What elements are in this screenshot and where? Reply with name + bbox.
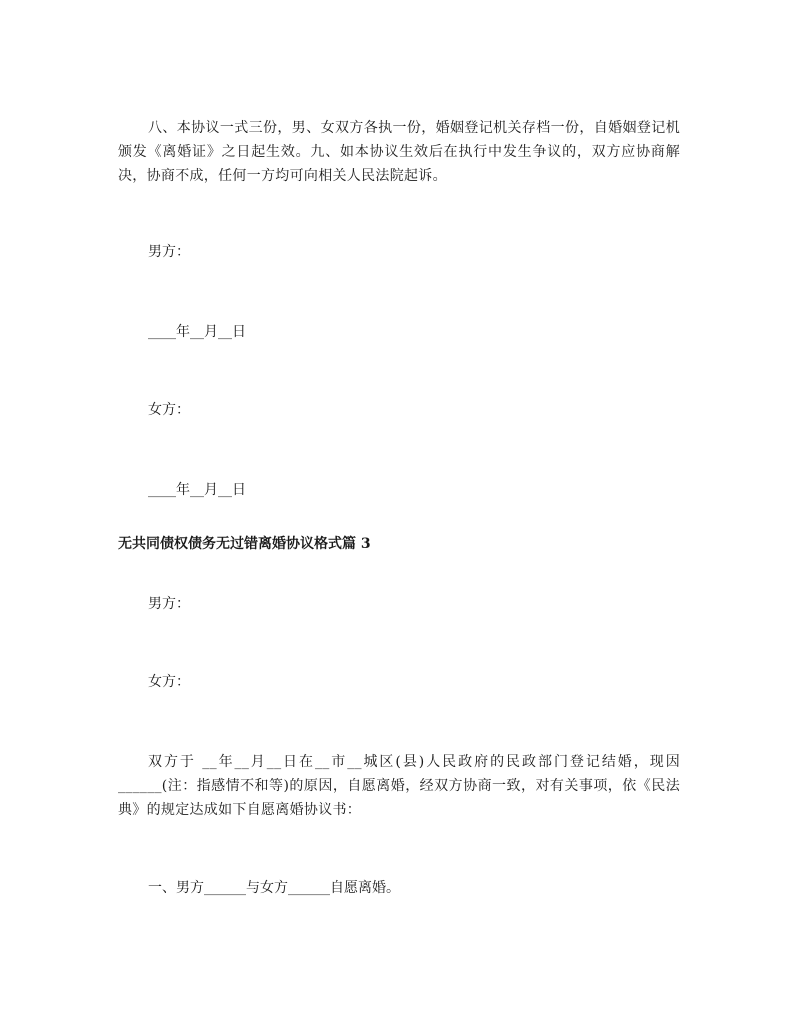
section-3-male-label: 男方： xyxy=(148,596,190,612)
male-signature-label: 男方： xyxy=(148,244,190,260)
clause-eight-nine-paragraph: 八、本协议一式三份，男、女双方各执一份，婚姻登记机关存档一份，自婚姻登记机颁发《离婚证》之日起生效。九、如本协议生效后在执行中发生争议的，双方应协商解决，协商不成，任何一方均可向相关人民法院起诉。 xyxy=(118,120,680,184)
section-3-title: 无共同债权债务无过错离婚协议格式篇 3 xyxy=(118,536,371,552)
male-signature-date: ____年__月__日 xyxy=(148,324,246,340)
section-3-clause-one: 一、男方______与女方______自愿离婚。 xyxy=(148,880,400,896)
section-3-intro-paragraph: 双方于 __年__月__日在__市__城区(县)人民政府的民政部门登记结婚，现因______(注：指感情不和等)的原因，自愿离婚，经双方协商一致，对有关事项，依《民法典》的规定达成如下自愿离婚协议书： xyxy=(118,754,680,818)
section-3-female-label: 女方： xyxy=(148,674,190,690)
female-signature-label: 女方： xyxy=(148,402,190,418)
female-signature-date: ____年__月__日 xyxy=(148,482,246,498)
